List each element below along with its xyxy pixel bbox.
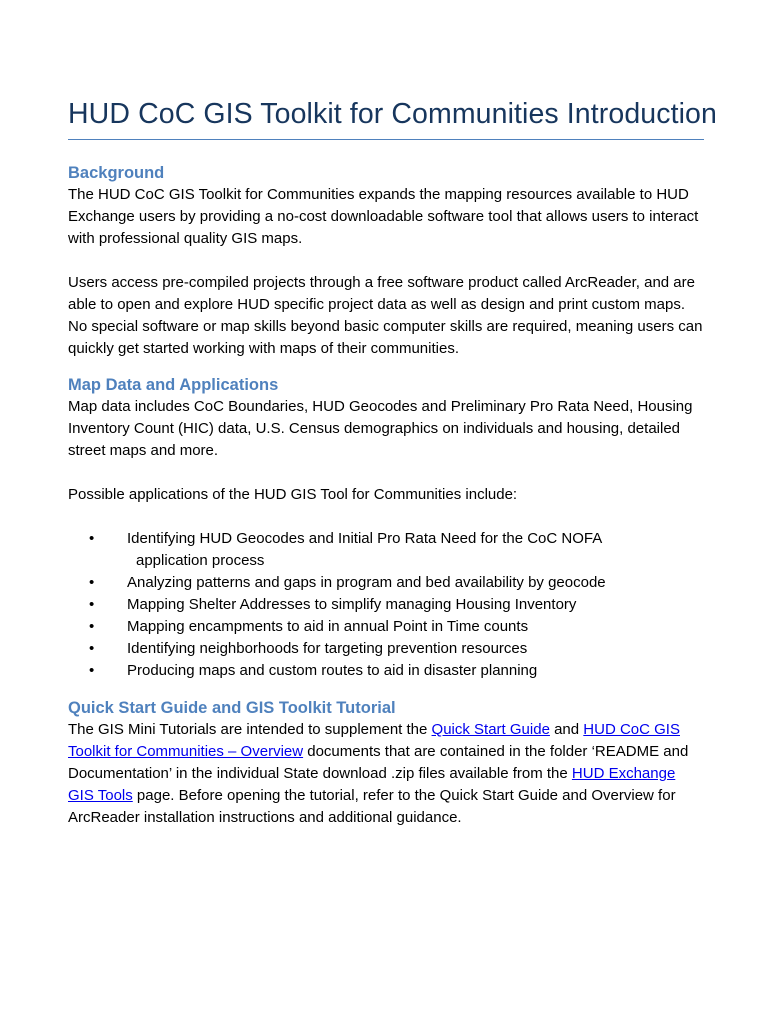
document-title: HUD CoC GIS Toolkit for Communities Introduction <box>68 98 717 130</box>
map-data-heading: Map Data and Applications <box>68 376 279 394</box>
map-data-paragraph-1: Map data includes CoC Boundaries, HUD Geocodes and Preliminary Pro Rata Need, Housing Inventory Count (HIC) data, U.S. Census demographics on individuals and housing, detailed street maps and more. <box>68 398 693 459</box>
title-underline <box>68 139 704 140</box>
list-item-text: Producing maps and custom routes to aid in disaster planning <box>127 662 538 679</box>
bullet-icon: • <box>89 662 95 679</box>
list-item-text: Identifying HUD Geocodes and Initial Pro Rata Need for the CoC NOFA <box>127 530 603 547</box>
list-item-text: Mapping Shelter Addresses to simplify managing Housing Inventory <box>127 596 577 613</box>
bullet-icon: • <box>89 618 95 635</box>
quick-start-paragraph <box>68 719 704 829</box>
bullet-icon: • <box>89 640 95 657</box>
list-item <box>68 616 704 638</box>
quick-start-text-1: The GIS Mini Tutorials are intended to supplement the <box>68 721 432 738</box>
list-item-text: Analyzing patterns and gaps in program and bed availability by geocode <box>127 574 606 591</box>
list-item <box>68 660 704 682</box>
list-item <box>68 594 704 616</box>
background-paragraph-1: The HUD CoC GIS Toolkit for Communities expands the mapping resources available to HUD Exchange users by providing a no-cost downloadable software tool that allows users to interact with professional quality GIS maps. <box>68 186 699 247</box>
applications-list <box>68 528 704 682</box>
bullet-icon: • <box>89 530 95 547</box>
list-item-continuation: application process <box>136 552 265 569</box>
list-item-text: Mapping encampments to aid in annual Point in Time counts <box>127 618 529 635</box>
toolkit-overview-link[interactable]: HUD CoC GIS Toolkit for Communities – Overview <box>68 721 680 760</box>
list-item <box>68 528 704 572</box>
map-data-paragraph-2: Possible applications of the HUD GIS Tool for Communities include: <box>68 486 518 503</box>
quick-start-guide-link[interactable]: Quick Start Guide <box>431 721 550 738</box>
list-item <box>68 638 704 660</box>
bullet-icon: • <box>89 596 95 613</box>
list-item-text: Identifying neighborhoods for targeting prevention resources <box>127 640 528 657</box>
quick-start-text-4: page. Before opening the tutorial, refer to the Quick Start Guide and Overview for ArcReader installation instructions and additional guidance. <box>68 787 676 826</box>
document-page <box>68 96 717 829</box>
background-heading: Background <box>68 164 165 182</box>
background-paragraph-2: Users access pre-compiled projects through a free software product called ArcReader, and are able to open and explore HUD specific project data as well as design and print custom maps. No special software or map skills beyond basic computer skills are required, meaning users can quickly get started working with maps of their communities. <box>68 274 703 357</box>
quick-start-heading: Quick Start Guide and GIS Toolkit Tutorial <box>68 699 396 717</box>
bullet-icon: • <box>89 574 95 591</box>
quick-start-text-3: documents that are contained in the folder ‘README and Documentation’ in the individual State download .zip files available from the <box>68 743 689 782</box>
quick-start-text-2: and <box>549 721 584 738</box>
hud-exchange-gis-tools-link[interactable]: HUD Exchange GIS Tools <box>68 765 676 804</box>
list-item <box>68 572 704 594</box>
